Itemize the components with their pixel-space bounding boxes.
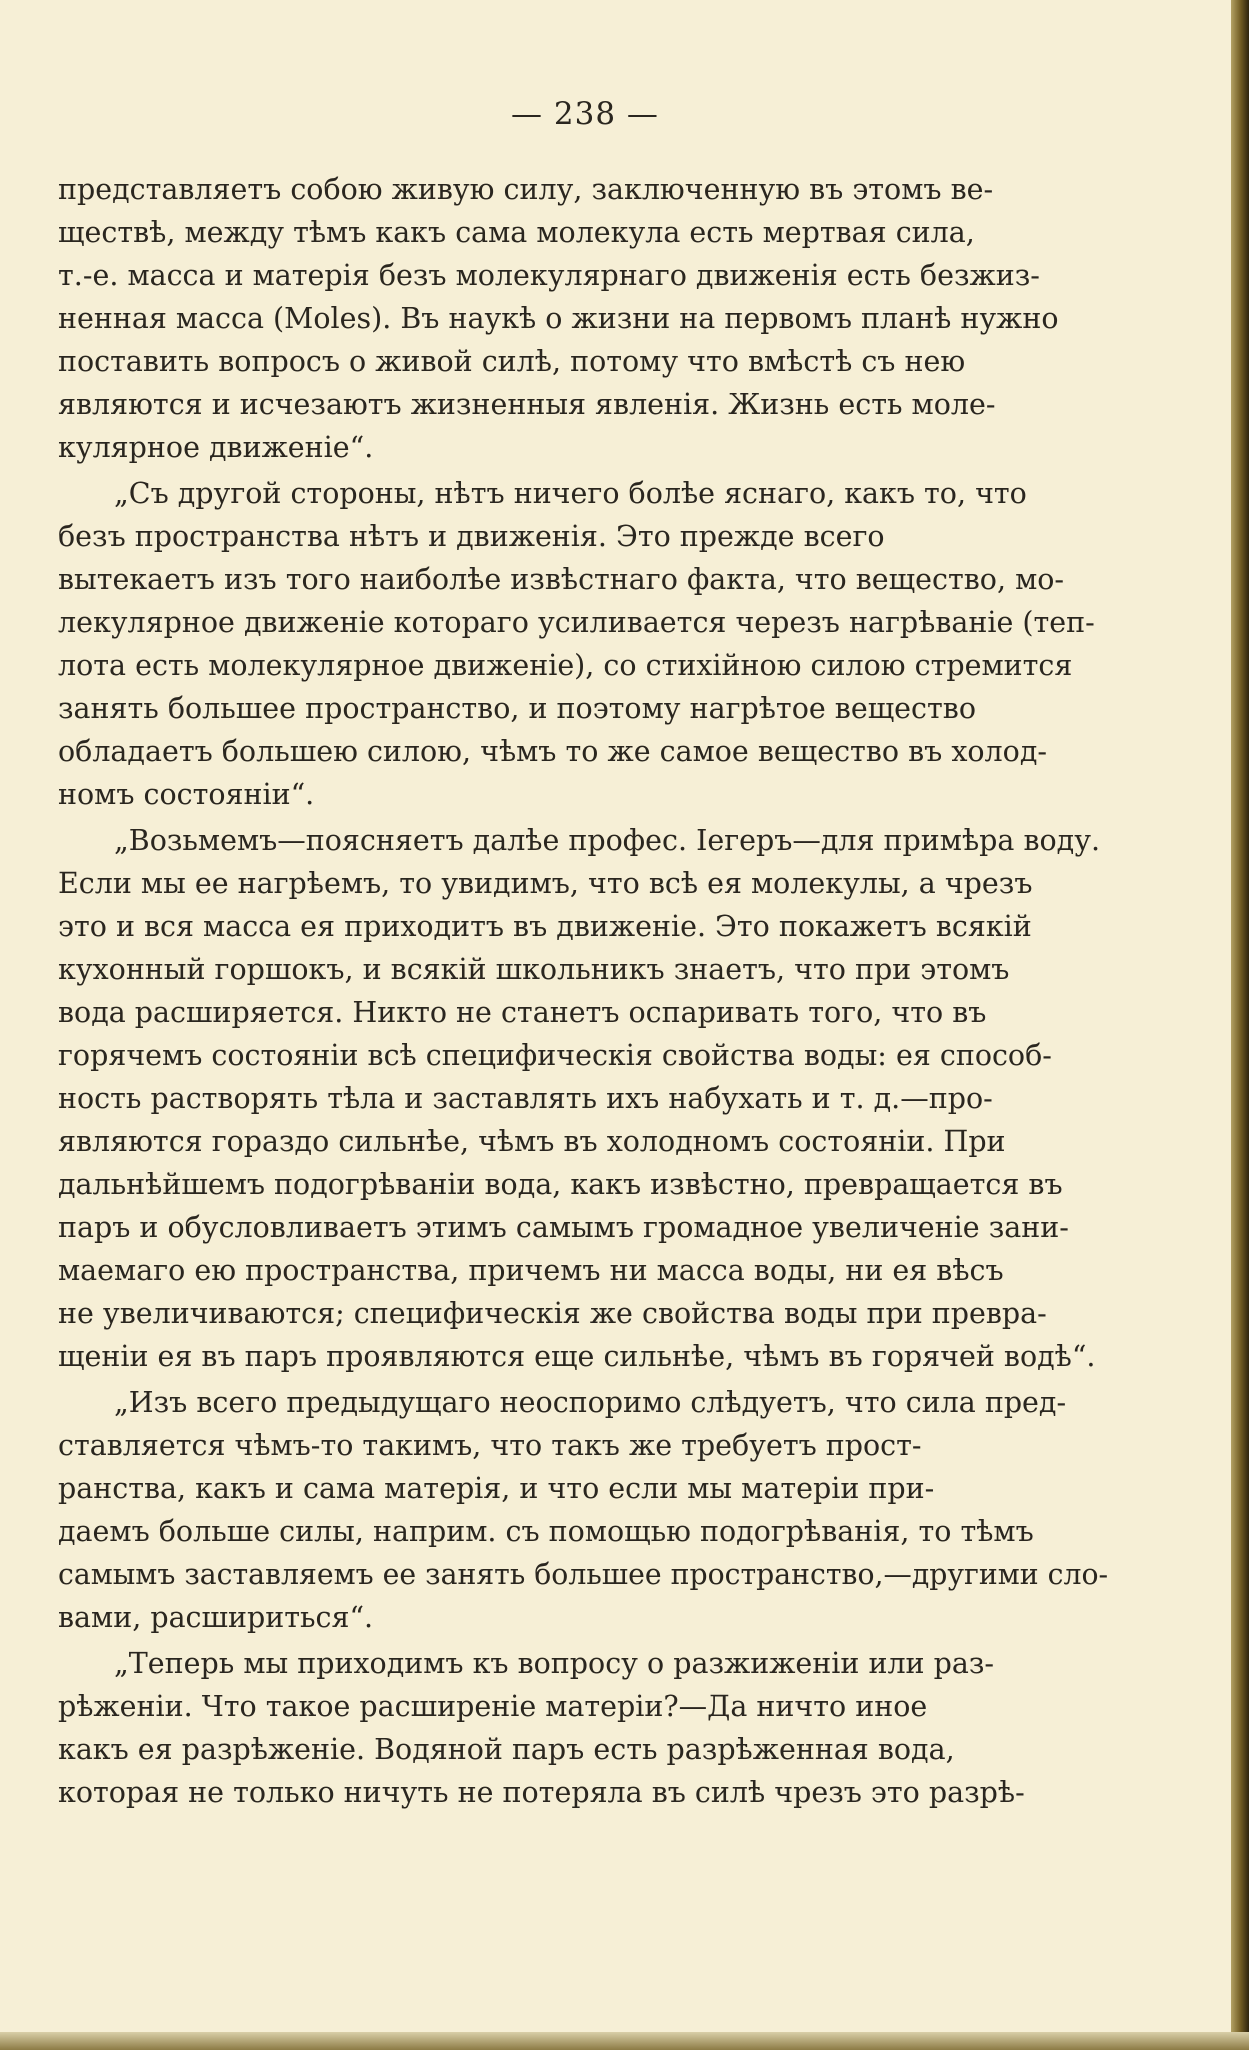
text-line: кухонный горшокъ, и всякій школьникъ знаетъ, что при этомъ bbox=[58, 953, 1010, 986]
body-text bbox=[58, 168, 1108, 1814]
text-line: „Изъ всего предыдущаго неоспоримо слѣдуетъ, что сила пред- bbox=[114, 1386, 1067, 1419]
text-line: горячемъ состояніи всѣ специфическія свойства воды: ея способ- bbox=[58, 1039, 1052, 1072]
page-number: — 238 — bbox=[511, 96, 659, 132]
text-line: занять большее пространство, и поэтому нагрѣтое вещество bbox=[58, 692, 976, 725]
text-line: ществѣ, между тѣмъ какъ сама молекула есть мертвая сила, bbox=[58, 216, 975, 249]
text-line: вытекаетъ изъ того наиболѣе извѣстнаго факта, что вещество, мо- bbox=[58, 563, 1065, 596]
text-line: это и вся масса ея приходитъ въ движеніе. Это покажетъ всякій bbox=[58, 910, 1032, 943]
text-line: кулярное движеніе“. bbox=[58, 431, 374, 464]
text-line: маемаго ею пространства, причемъ ни масса воды, ни ея вѣсъ bbox=[58, 1254, 1004, 1287]
text-line: представляетъ собою живую силу, заключенную въ этомъ ве- bbox=[58, 173, 994, 206]
text-line: „Съ другой стороны, нѣтъ ничего болѣе яснаго, какъ то, что bbox=[114, 477, 1027, 510]
text-line: не увеличиваются; специфическія же свойства воды при превра- bbox=[58, 1297, 1047, 1330]
paragraph bbox=[58, 472, 1108, 816]
paragraph bbox=[58, 1381, 1108, 1639]
text-line: вода расширяется. Никто не станетъ оспаривать того, что въ bbox=[58, 996, 987, 1029]
paragraph bbox=[58, 819, 1108, 1378]
text-line: рѣженіи. Что такое расширеніе матеріи?—Да ничто иное bbox=[58, 1690, 928, 1723]
book-spine-edge bbox=[1231, 0, 1249, 2050]
text-line: какъ ея разрѣженіе. Водяной паръ есть разрѣженная вода, bbox=[58, 1733, 955, 1766]
page-bottom-edge bbox=[0, 2032, 1249, 2050]
text-line: ность растворять тѣла и заставлять ихъ набухать и т. д.—про- bbox=[58, 1082, 993, 1115]
text-line: Если мы ее нагрѣемъ, то увидимъ, что всѣ ея молекулы, а чрезъ bbox=[58, 867, 1033, 900]
text-line: „Теперь мы приходимъ къ вопросу о разжиженіи или раз- bbox=[114, 1647, 995, 1680]
text-line: номъ состояніи“. bbox=[58, 778, 315, 811]
text-line: паръ и обусловливаетъ этимъ самымъ громадное увеличеніе зани- bbox=[58, 1211, 1069, 1244]
text-line: щеніи ея въ паръ проявляются еще сильнѣе, чѣмъ въ горячей водѣ“. bbox=[58, 1340, 1096, 1373]
text-line: ненная масса (Moles). Въ наукѣ о жизни на первомъ планѣ нужно bbox=[58, 302, 1059, 335]
text-line: самымъ заставляемъ ее занять большее пространство,—другими сло- bbox=[58, 1558, 1109, 1591]
text-line: являются и исчезаютъ жизненныя явленія. Жизнь есть моле- bbox=[58, 388, 996, 421]
text-line: которая не только ничуть не потеряла въ силѣ чрезъ это разрѣ- bbox=[58, 1776, 1025, 1809]
text-line: вами, расшириться“. bbox=[58, 1601, 374, 1634]
text-line: поставить вопросъ о живой силѣ, потому что вмѣстѣ съ нею bbox=[58, 345, 966, 378]
paragraph bbox=[58, 1642, 1108, 1814]
text-line: дальнѣйшемъ подогрѣваніи вода, какъ извѣстно, превращается въ bbox=[58, 1168, 1063, 1201]
text-line: безъ пространства нѣтъ и движенія. Это прежде всего bbox=[58, 520, 885, 553]
text-line: т.-е. масса и матерія безъ молекулярнаго движенія есть безжиз- bbox=[58, 259, 1040, 292]
text-line: являются гораздо сильнѣе, чѣмъ въ холодномъ состояніи. При bbox=[58, 1125, 1006, 1158]
text-line: обладаетъ большею силою, чѣмъ то же самое вещество въ холод- bbox=[58, 735, 1047, 768]
text-line: лота есть молекулярное движеніе), со стихійною силою стремится bbox=[58, 649, 1073, 682]
text-line: ранства, какъ и сама матерія, и что если мы матеріи при- bbox=[58, 1472, 935, 1505]
text-line: даемъ больше силы, наприм. съ помощью подогрѣванія, то тѣмъ bbox=[58, 1515, 1034, 1548]
text-line: „Возьмемъ—поясняетъ далѣе профес. Iегеръ—для примѣра воду. bbox=[114, 824, 1101, 857]
text-line: ставляется чѣмъ-то такимъ, что такъ же требуетъ прост- bbox=[58, 1429, 922, 1462]
paragraph bbox=[58, 168, 1108, 469]
text-line: лекулярное движеніе котораго усиливается черезъ нагрѣваніе (теп- bbox=[58, 606, 1095, 639]
